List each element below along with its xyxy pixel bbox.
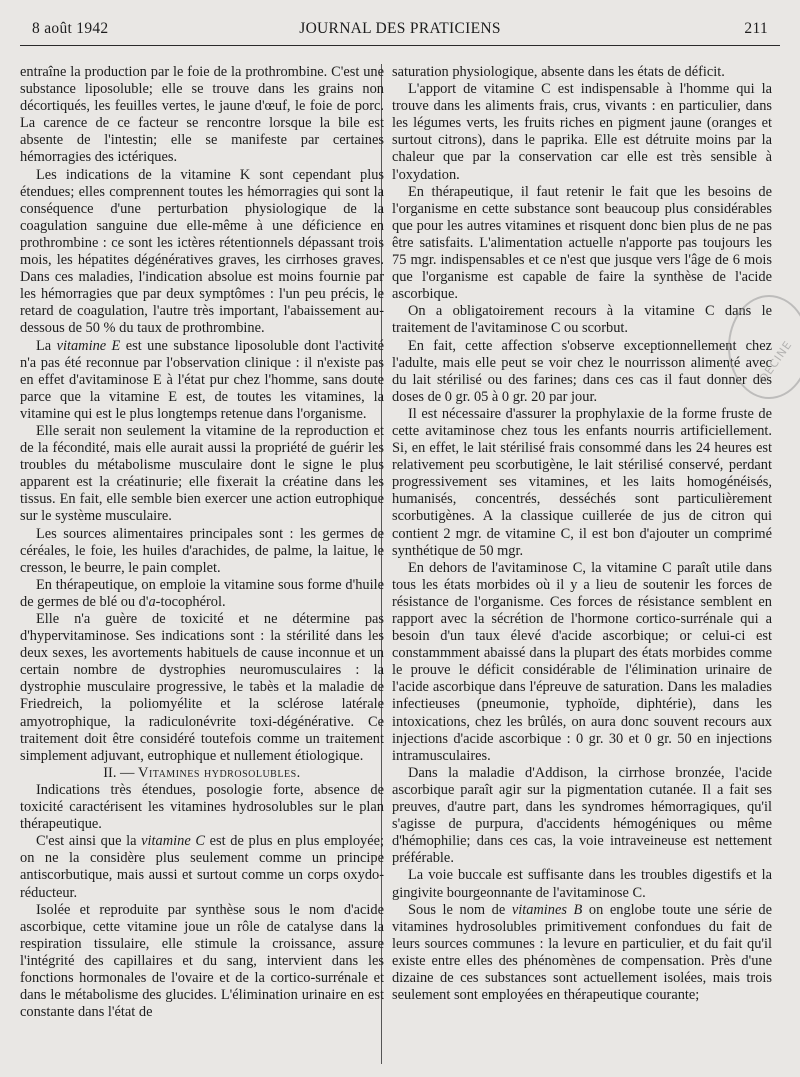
paragraph: Elle serait non seulement la vitamine de la reproduction et de la fécondité, mais elle aurait aussi la propriété de guérir les troubles du métabolisme musculaire dont le signe le plus apparent est la créatinurie; elle fixerait la créatine dans les tissus. En fait, elle semble bien exercer une action eutrophique sur le système musculaire. bbox=[20, 422, 384, 525]
header-date: 8 août 1942 bbox=[32, 20, 109, 37]
paragraph: saturation physiologique, absente dans les états de déficit. bbox=[392, 64, 725, 80]
left-column bbox=[20, 64, 384, 1021]
text-run: La bbox=[36, 337, 57, 354]
text-run: Sous le nom de bbox=[408, 901, 512, 918]
text-run: on englobe toute une série de vitamines hydrosolubles primitivement confondues du fait de leurs sources communes : la levure en particulier, et du fait qu'il existe entre elles des phénomènes de compensation. Près d'une dizaine de ces substances sont actuellement isolées, mais trois seulement sont employées en thérapeutique courante; bbox=[392, 901, 772, 1004]
text-run: est une substance liposoluble dont l'activité n'a pas été reconnue par l'observation clinique : il n'existe pas en effet d'avitaminose E à l'état pur chez l'homme, sans doute parce que la vitamine E est, de toutes les vitamines, la vitamine qui est le plus longtemps retenue dans l'organisme. bbox=[20, 337, 385, 422]
paragraph: En dehors de l'avitaminose C, la vitamine C paraît utile dans tous les états morbides où il y a lieu de soutenir les forces de résistance de l'organisme. Ces forces de résistance semblent en rapport avec la sécrétion de l'hormone cortico-surrénale qui a besoin d'un taux élevé d'acide ascorbique; or celui-ci est constammment abaissé dans la plupart des états morbides comme le prouve le déficit considérable de l'élimination urinaire de l'acide ascorbique dans l'épreuve de saturation. Dans les maladies infectieuses (pneumonie, typhoïde, diphtérie), dans les intoxications, chez les brûlés, on aura donc souvent recours aux injections d'acide ascorbique : 0 gr. 30 et 0 gr. 50 en injections intramusculaires. bbox=[392, 559, 772, 764]
emphasis: vitamine C bbox=[141, 833, 205, 850]
emphasis: vitamine E bbox=[56, 337, 121, 354]
paragraph bbox=[20, 577, 384, 611]
paragraph: Indications très étendues, posologie forte, absence de toxicité caractérisent les vitamines hydrosolubles sur le plan thérapeutique. bbox=[20, 781, 384, 833]
right-column bbox=[392, 64, 772, 1004]
section-title: Vitamines hydrosolubles. bbox=[138, 764, 301, 781]
paragraph: Elle n'a guère de toxicité et ne détermine pas d'hypervitaminose. Ses indications sont : la stérilité dans les deux sexes, les avortements habituels de cause inconnue et un certain nombre de dystrophies neuromusculaires : la dystrophie musculaire progressive, le tabès et la maladie de Friedreich, la poliomyélite et la sclérose latérale amyotrophique, la radiculonévrite toxi-dégénérative. Ce traitement doit être considéré toutefois comme un traitement simplement adjuvant, eutrophique et nullement étiologique. bbox=[20, 611, 384, 764]
text-run: est de plus en plus employée; on ne la considère plus seulement comme un principe antiscorbutique, mais aussi et surtout comme un corps oxydo-réducteur. bbox=[20, 833, 384, 901]
text-run: C'est ainsi que la bbox=[36, 833, 142, 850]
emphasis: vitamines B bbox=[511, 901, 583, 918]
paragraph: Les sources alimentaires principales sont : les germes de céréales, le foie, les huiles d'arachides, de palme, la laitue, le cresson, le beurre, le pain complet. bbox=[20, 525, 384, 576]
section-heading bbox=[20, 765, 384, 782]
text-run: En thérapeutique, on emploie la vitamine sous forme d'huile de germes de blé ou d' bbox=[20, 576, 384, 610]
paragraph: Isolée et reproduite par synthèse sous le nom d'acide ascorbique, cette vitamine joue un rôle de catalyse dans la respiration tissulaire, elle stimule la croissance, assure l'intégrité des capillaires et du sang, intervient dans les fonctions hormonales de l'ovaire et de la cortico-surrénale et dans le métabolisme des glucides. L'élimination urinaire en est constante dans l'état de bbox=[20, 901, 384, 1021]
paragraph: En thérapeutique, il faut retenir le fait que les besoins de l'organisme en cette substance sont beaucoup plus considérables que pour les autres vitamines et risquent donc bien plus de ne pas être satisfaits. L'alimentation actuelle n'apporte pas toujours les 75 mgr. indispensables et ce n'est que jusque vers l'âge de 6 mois que l'organisme est capable de faire la synthèse de l'acide ascorbique. bbox=[392, 183, 772, 303]
paragraph: La voie buccale est suffisante dans les troubles digestifs et la gingivite bourgeonnante de l'avitaminose C. bbox=[392, 867, 772, 901]
paragraph: Il est nécessaire d'assurer la prophylaxie de la forme fruste de cette avitaminose chez tous les enfants nourris artificiellement. Si, en effet, le lait stérilisé frais consommé dans les 24 heures est relativement peu scorbutigène, le lait stérilisé conservé, perdant progressivement ses vitamines, et les laits homogénéisés, humanisés, concentrés, desséchés sont particulièrement scorbutigènes. A la classique cuillerée de jus de citron qui contient 2 mgr. de vitamine C, il est bon d'ajouter un comprimé synthétique de 50 mgr. bbox=[392, 405, 772, 559]
library-stamp bbox=[728, 295, 800, 399]
page-header bbox=[22, 20, 778, 46]
stamp-text: DECINE bbox=[756, 338, 795, 385]
section-number: II. — bbox=[103, 764, 139, 781]
paragraph: Les indications de la vitamine K sont cependant plus étendues; elles comprennent toutes les hémorragies qui sont la conséquence d'une perturbation physiologique de la coagulation sanguine due elle-même à une déficience en prothrombine : ce sont les ictères rétentionnels dépassant trois mois, les hépatites dégénératives graves, les cirrhoses graves. Dans ces maladies, l'indication absolue est moins fournie par les hémorragies que par deux symptômes : l'un peu précis, le retard de coagulation, l'autre très important, l'abaissement au-dessous de 50 % du taux de prothrombine. bbox=[20, 166, 384, 337]
emphasis: a bbox=[148, 593, 156, 610]
paragraph bbox=[20, 338, 384, 423]
paragraph: L'apport de vitamine C est indispensable à l'homme qui la trouve dans les aliments frais, crus, vivants : en particulier, dans les légumes verts, les fruits riches en pigment jaune (oranges et surtout citrons), dans le paprika. Elle est détruite moins par la chaleur que par la conservation car elle est très sensible à l'oxydation. bbox=[392, 81, 772, 183]
header-journal-title: JOURNAL DES PRATICIENS bbox=[299, 20, 501, 37]
text-run: -tocophérol. bbox=[155, 593, 226, 610]
paragraph: Dans la maladie d'Addison, la cirrhose bronzée, l'acide ascorbique paraît agir sur la pigmentation cutanée. Il a fait ses preuves, d'autre part, dans les syndromes hémorragiques, qu'il s'agisse de purpura, d'accidents hémogéniques ou même d'hémophilie; dans ces cas, la voie intraveineuse est nettement préférable. bbox=[392, 764, 772, 867]
paragraph: En fait, cette affection s'observe exceptionnellement chez l'adulte, mais elle peut se voir chez le nourrisson alimenté avec du lait stérilisé ou des farines; dans ces cas il faut donner des doses de 0 gr. 05 à 0 gr. 20 par jour. bbox=[392, 337, 772, 405]
paragraph bbox=[392, 902, 772, 1005]
paragraph: On a obligatoirement recours à la vitamine C dans le traitement de l'avitaminose C ou scorbut. bbox=[392, 303, 772, 337]
header-page-number: 211 bbox=[744, 20, 768, 37]
header-rule bbox=[20, 45, 780, 46]
paragraph: entraîne la production par le foie de la prothrombine. C'est une substance liposoluble; elle se trouve dans les grains non décortiqués, les feuilles vertes, le jaune d'œuf, le foie de porc. La carence de ce facteur se rencontre lorsque la bile est absente de l'intestin; elle se manifeste par certaines hémorragies des ictériques. bbox=[20, 64, 384, 166]
paragraph bbox=[20, 833, 384, 901]
